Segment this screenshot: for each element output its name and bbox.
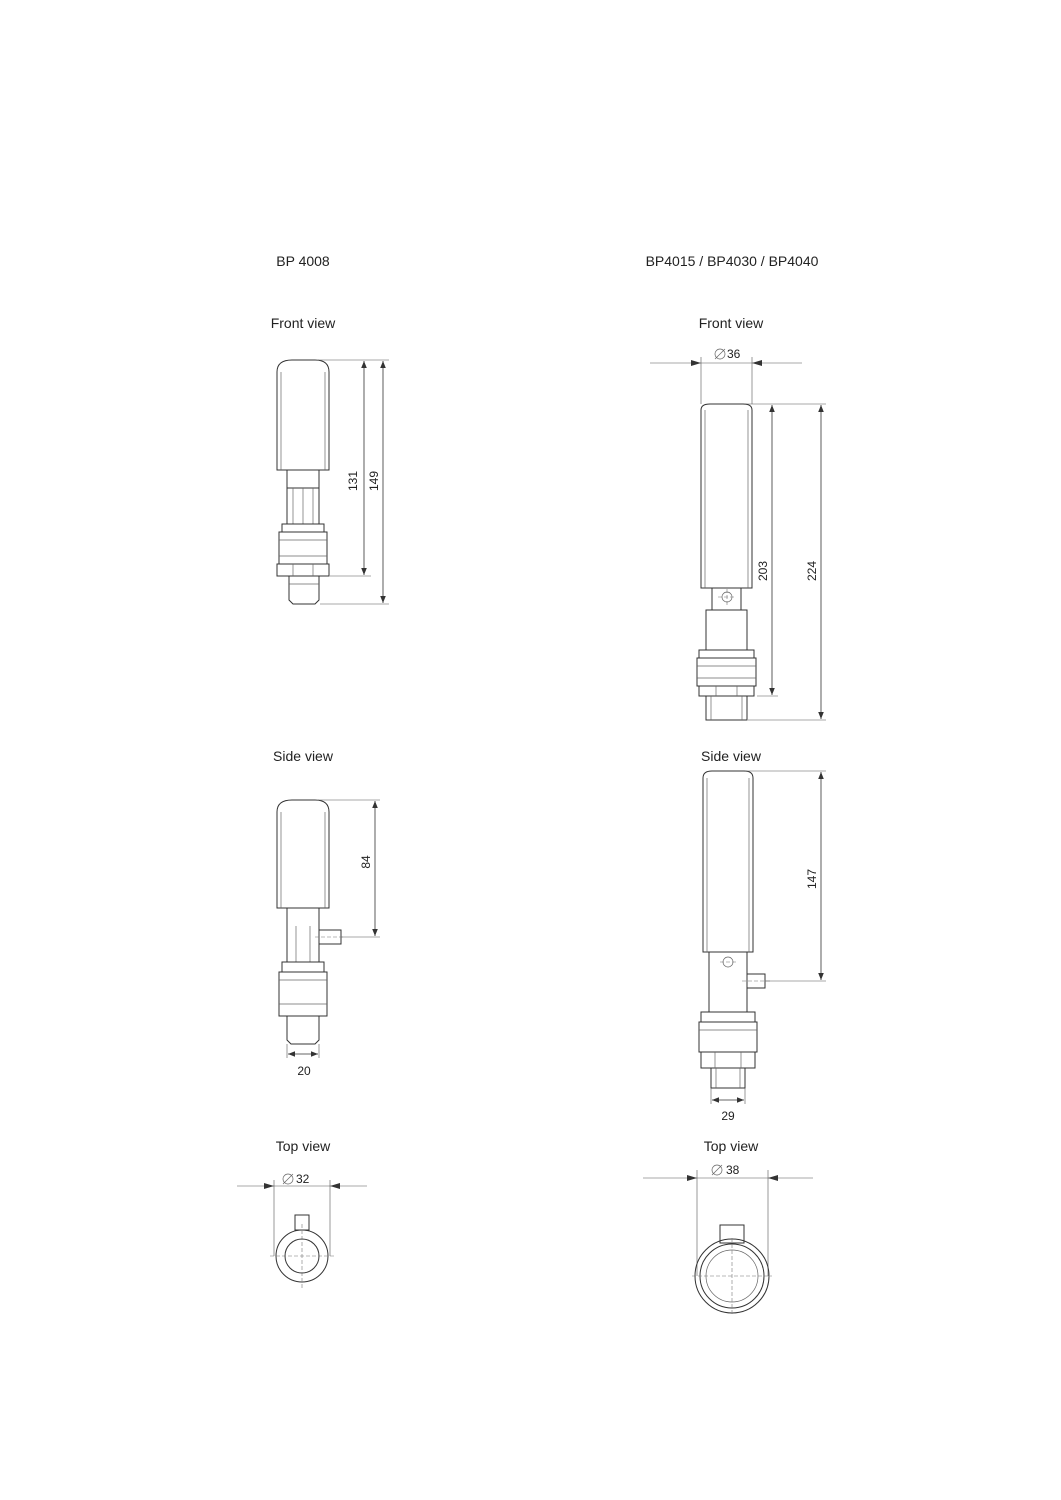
- bp4008-dim-diameter-32: 32: [296, 1172, 310, 1186]
- bp40xx-dim-diameter-38: 38: [726, 1163, 740, 1177]
- bp4008-dim-149: 149: [367, 470, 381, 492]
- bp40xx-front-view-drawing: [650, 349, 802, 720]
- bp4008-dim-84: 84: [359, 855, 373, 869]
- bp4008-top-view-label: Top view: [275, 1138, 331, 1154]
- bp40xx-dim-224: 224: [805, 560, 819, 582]
- bp40xx-dim-203: 203: [756, 560, 770, 582]
- bp40xx-dim-29: 29: [721, 1109, 735, 1123]
- bp4008-top-view-drawing: [237, 1174, 367, 1290]
- bp4008-dim-131: 131: [346, 470, 360, 492]
- model-title-bp40xx: BP4015 / BP4030 / BP4040: [645, 253, 819, 269]
- bp40xx-top-view-drawing: [643, 1165, 813, 1316]
- bp40xx-dim-147: 147: [805, 868, 819, 890]
- bp4008-dim-20: 20: [297, 1064, 311, 1078]
- bp4008-side-dimensions: [287, 800, 380, 1058]
- bp4008-front-view-drawing: [277, 360, 329, 604]
- model-title-bp4008: BP 4008: [276, 253, 330, 269]
- bp40xx-front-view-label: Front view: [698, 315, 764, 331]
- bp4008-front-view-label: Front view: [270, 315, 336, 331]
- bp40xx-dim-diameter-36: 36: [727, 347, 741, 361]
- bp40xx-side-view-drawing: [699, 771, 826, 1088]
- bp40xx-side-view-label: Side view: [701, 748, 761, 764]
- bp40xx-side-dimensions: [711, 771, 826, 1104]
- bp40xx-top-view-label: Top view: [703, 1138, 759, 1154]
- bp4008-side-view-drawing: [277, 800, 380, 1044]
- bp4008-side-view-label: Side view: [273, 748, 333, 764]
